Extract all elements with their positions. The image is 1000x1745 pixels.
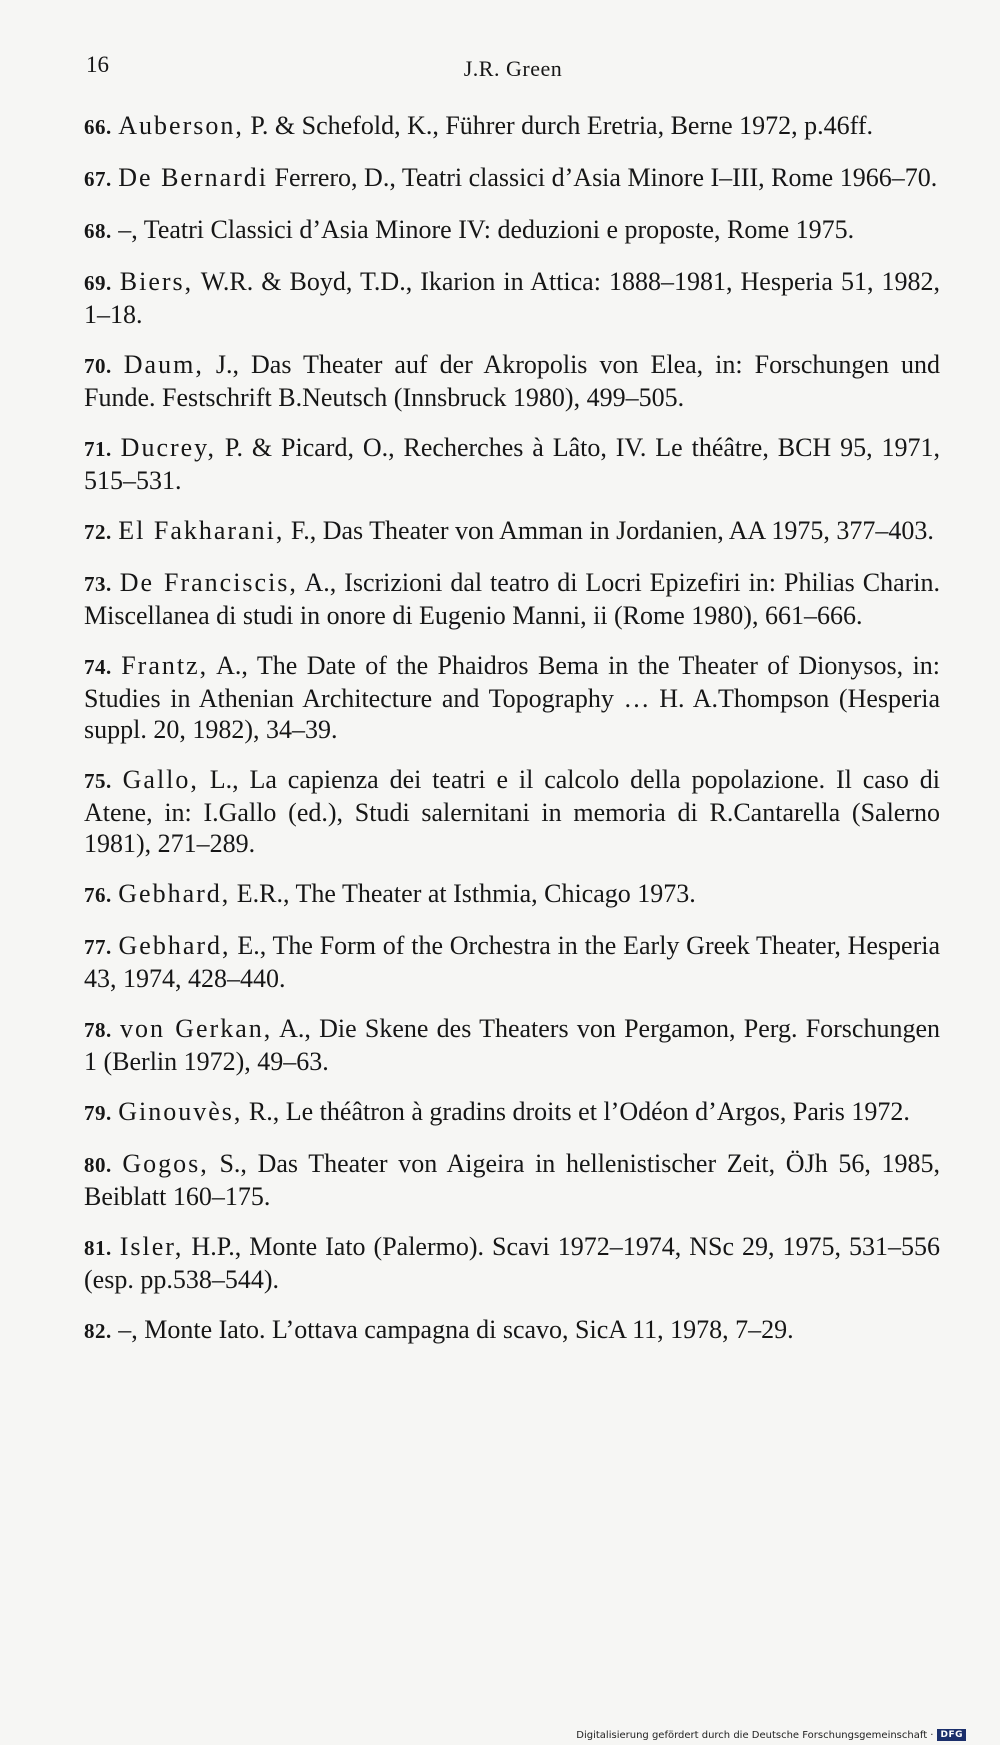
entry-text: J., Das Theater auf der Akropolis von Elea, in: Forschungen und Funde. Festschrift B.Neutsch (Innsbruck 1980), 499–505. — [84, 350, 940, 412]
bibliography-entry — [84, 266, 940, 330]
entry-number: 77. — [84, 935, 112, 959]
entry-number: 69. — [84, 271, 112, 295]
entry-text: –, Teatri Classici d’Asia Minore IV: deduzioni e proposte, Rome 1975. — [111, 215, 855, 244]
entry-number: 72. — [84, 520, 112, 544]
entry-number: 81. — [84, 1236, 112, 1260]
bibliography-entry — [84, 567, 940, 631]
entry-author: Ducrey, — [120, 433, 216, 462]
entry-number: 70. — [84, 354, 112, 378]
bibliography-entry — [84, 1148, 940, 1212]
bibliography-entry — [84, 432, 940, 496]
entry-text: H.P., Monte Iato (Palermo). Scavi 1972–1974, NSc 29, 1975, 531–556 (esp. pp.538–544). — [84, 1232, 940, 1294]
bibliography-entry — [84, 214, 940, 247]
bibliography-entry — [84, 1231, 940, 1295]
entry-text: E.R., The Theater at Isthmia, Chicago 1973. — [230, 879, 696, 908]
entry-author: Auberson, — [118, 111, 244, 140]
bibliography-entry — [84, 1314, 940, 1347]
dfg-logo: DFG — [937, 1729, 966, 1741]
entry-number: 71. — [84, 437, 112, 461]
entry-text: –, Monte Iato. L’ottava campagna di scavo, SicA 11, 1978, 7–29. — [111, 1315, 794, 1344]
entry-author: De Bernardi — [118, 163, 269, 192]
entry-author: Daum, — [123, 350, 204, 379]
entry-number: 67. — [84, 167, 112, 191]
entry-text: F., Das Theater von Amman in Jordanien, AA 1975, 377–403. — [284, 516, 934, 545]
entry-author: von Gerkan, — [120, 1014, 273, 1043]
entry-number: 75. — [84, 769, 112, 793]
bibliography-entry — [84, 515, 940, 548]
bibliography-list — [84, 110, 940, 1366]
entry-author: Isler, — [119, 1232, 184, 1261]
page-number: 16 — [86, 52, 109, 77]
bibliography-entry — [84, 1096, 940, 1129]
entry-text: P. & Schefold, K., Führer durch Eretria, Berne 1972, p.46ff. — [243, 111, 874, 140]
entry-author: Gebhard, — [118, 931, 231, 960]
entry-text: Ferrero, D., Teatri classici d’Asia Minore I–III, Rome 1966–70. — [268, 163, 938, 192]
entry-text: A., Iscrizioni dal teatro di Locri Epizefiri in: Philias Charin. Miscellanea di studi in onore di Eugenio Manni, ii (Rome 1980), 661–666. — [84, 568, 940, 630]
credit-text: Digitalisierung gefördert durch die Deutsche Forschungsgemeinschaft · — [576, 1729, 934, 1741]
entry-number: 80. — [84, 1153, 112, 1177]
entry-author: Biers, — [119, 267, 194, 296]
bibliography-entry — [84, 764, 940, 859]
entry-number: 78. — [84, 1018, 112, 1042]
entry-text: A., The Date of the Phaidros Bema in the Theater of Dionysos, in: Studies in Athenian Architecture and Topography … H. A.Thompson (Hesperia suppl. 20, 1982), 34–39. — [84, 651, 941, 744]
entry-author: Ginouvès, — [118, 1097, 243, 1126]
entry-number: 79. — [84, 1101, 112, 1125]
entry-author: Gogos, — [122, 1149, 209, 1178]
page-header — [86, 48, 940, 84]
entry-text: A., Die Skene des Theaters von Pergamon, Perg. Forschungen 1 (Berlin 1972), 49–63. — [84, 1014, 941, 1076]
digitization-credit — [576, 1729, 966, 1741]
entry-number: 76. — [84, 883, 112, 907]
bibliography-entry — [84, 930, 940, 994]
entry-number: 74. — [84, 655, 112, 679]
bibliography-entry — [84, 349, 940, 413]
entry-author: Frantz, — [121, 651, 209, 680]
entry-text: E., The Form of the Orchestra in the Early Greek Theater, Hesperia 43, 1974, 428–440. — [84, 931, 941, 993]
entry-author: De Franciscis, — [119, 568, 298, 597]
bibliography-entry — [84, 1013, 940, 1077]
entry-author: El Fakharani, — [118, 516, 285, 545]
bibliography-entry — [84, 110, 940, 143]
bibliography-entry — [84, 650, 940, 745]
entry-text: W.R. & Boyd, T.D., Ikarion in Attica: 1888–1981, Hesperia 51, 1982, 1–18. — [84, 267, 940, 329]
entry-number: 68. — [84, 219, 112, 243]
entry-number: 82. — [84, 1319, 112, 1343]
entry-text: R., Le théâtron à gradins droits et l’Odéon d’Argos, Paris 1972. — [242, 1097, 910, 1126]
entry-text: P. & Picard, O., Recherches à Lâto, IV. Le théâtre, BCH 95, 1971, 515–531. — [84, 433, 941, 495]
entry-author: Gallo, — [122, 765, 199, 794]
entry-text: L., La capienza dei teatri e il calcolo della popolazione. Il caso di Atene, in: I.Gallo (ed.), Studi salernitani in memoria di R.Cantarella (Salerno 1981), 271–289. — [84, 765, 941, 858]
entry-author: Gebhard, — [118, 879, 231, 908]
bibliography-entry — [84, 162, 940, 195]
running-head: J.R. Green — [463, 56, 563, 81]
entry-text: S., Das Theater von Aigeira in hellenistischer Zeit, ÖJh 56, 1985, Beiblatt 160–175. — [84, 1149, 940, 1211]
entry-number: 66. — [84, 115, 112, 139]
entry-number: 73. — [84, 572, 112, 596]
bibliography-entry — [84, 878, 940, 911]
